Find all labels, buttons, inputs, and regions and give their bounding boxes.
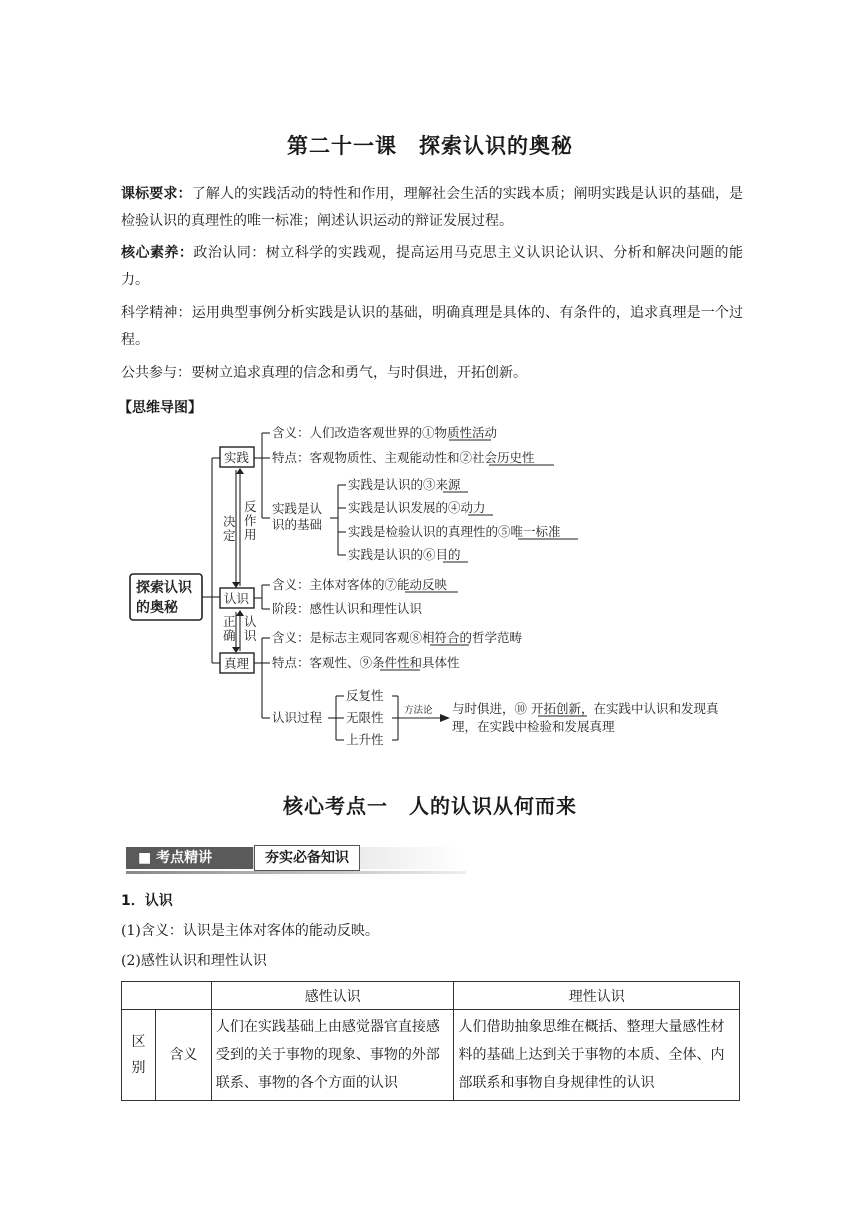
arrow-label-react-1: 反 (244, 499, 257, 514)
core-literacy-text: 政治认同：树立科学的实践观，提高运用马克思主义认识论认识、分析和解决问题的能力。 (121, 245, 744, 288)
arrow-label-react-2: 作 (244, 513, 257, 528)
process-ascend: 上升性 (346, 732, 384, 747)
cognition-stage: 阶段：感性认识和理性认识 (272, 601, 423, 616)
practice-basis-label-1: 实践是认 (272, 501, 323, 516)
section-title: 核心考点一 人的认识从何而来 (283, 794, 577, 818)
practice-feature: 特点：客观物质性、主观能动性和②社会历史性 (272, 450, 535, 465)
root-line-1: 探索认识 (136, 580, 192, 596)
table-header-row (122, 982, 740, 1010)
truth-meaning: 含义：是标志主观同客观⑧相符合的哲学范畴 (272, 630, 523, 645)
comparison-table (121, 981, 740, 1101)
table-group-label: 区别 (122, 1010, 156, 1101)
curriculum-requirement (121, 181, 743, 235)
science-spirit-text: 科学精神：运用典型事例分析实践是认识的基础，明确真理是具体的、有条件的，追求真理是一个过程。 (121, 305, 743, 348)
process-infinite: 无限性 (346, 710, 384, 725)
basis-source: 实践是认识的③来源 (348, 477, 461, 492)
table-row (122, 1010, 740, 1101)
basis-standard: 实践是检验认识的真理性的⑤唯一标准 (348, 524, 561, 539)
curriculum-label: 课标要求： (121, 186, 192, 202)
table-header-empty (122, 982, 212, 1010)
truth-feature: 特点：客观性、⑨条件性和具体性 (272, 655, 460, 670)
arrow-label-react-3: 用 (244, 527, 257, 542)
core-literacy-label: 核心素养： (121, 245, 194, 261)
point-heading: 1．认识 (121, 893, 173, 909)
public-participation-text: 公共参与：要树立追求真理的信念和勇气，与时俱进，开拓创新。 (121, 365, 527, 381)
cognition-meaning: 含义：主体对客体的⑦能动反映 (272, 577, 448, 592)
basis-purpose: 实践是认识的⑥目的 (348, 547, 461, 562)
truth-process-label: 认识过程 (272, 710, 323, 725)
arrow-label-correct-2: 确 (223, 628, 236, 643)
arrow-label-correct-1: 正 (223, 614, 236, 629)
arrow-label-decide-1: 决 (223, 514, 236, 529)
point-meaning: (1)含义：认识是主体对客体的能动反映。 (121, 923, 379, 939)
lesson-title: 第二十一课 探索认识的奥秘 (287, 134, 573, 158)
method-label: 方法论 (404, 705, 433, 716)
conclusion-line-2: 理，在实践中检验和发展真理 (452, 719, 615, 734)
arrow-label-know-2: 识 (244, 628, 257, 643)
basis-motive: 实践是认识发展的④动力 (348, 500, 486, 515)
banner-right: 夯实必备知识 (254, 845, 360, 871)
practice-meaning: 含义：人们改造客观世界的①物质性活动 (272, 425, 498, 440)
node-cognition: 认识 (224, 591, 250, 606)
arrow-label-decide-2: 定 (223, 528, 236, 543)
table-cell-perceptual: 人们在实践基础上由感觉器官直接感受到的关于事物的现象、事物的外部联系、事物的各个方面的认识 (211, 1010, 454, 1101)
section-banner (126, 845, 466, 873)
process-repeat: 反复性 (346, 688, 384, 703)
node-practice: 实践 (224, 450, 250, 465)
core-literacy (121, 240, 743, 294)
table-cell-rational: 人们借助抽象思维在概括、整理大量感性材料的基础上达到关于事物的本质、全体、内部联系和事物自身规律性的认识 (454, 1010, 740, 1101)
mindmap-label: 【思维导图】 (118, 400, 202, 416)
curriculum-text: 了解人的实践活动的特性和作用，理解社会生活的实践本质；阐明实践是认识的基础，是检验认识的真理性的唯一标准；阐述认识运动的辩证发展过程。 (121, 186, 744, 229)
public-participation (121, 360, 743, 387)
science-spirit (121, 300, 743, 354)
mind-map (120, 418, 760, 748)
practice-basis-label-2: 识的基础 (272, 517, 323, 532)
root-line-2: 的奥秘 (136, 600, 178, 616)
point-types: (2)感性认识和理性认识 (121, 953, 267, 969)
table-header-rational: 理性认识 (454, 982, 740, 1010)
node-truth: 真理 (224, 656, 250, 671)
table-header-perceptual: 感性认识 (211, 982, 454, 1010)
arrow-label-know-1: 认 (244, 614, 257, 629)
conclusion-line-1: 与时俱进，⑩ 开拓创新，在实践中认识和发现真 (452, 701, 719, 716)
table-row-label: 含义 (155, 1010, 211, 1101)
banner-left: ■ 考点精讲 (126, 847, 253, 869)
